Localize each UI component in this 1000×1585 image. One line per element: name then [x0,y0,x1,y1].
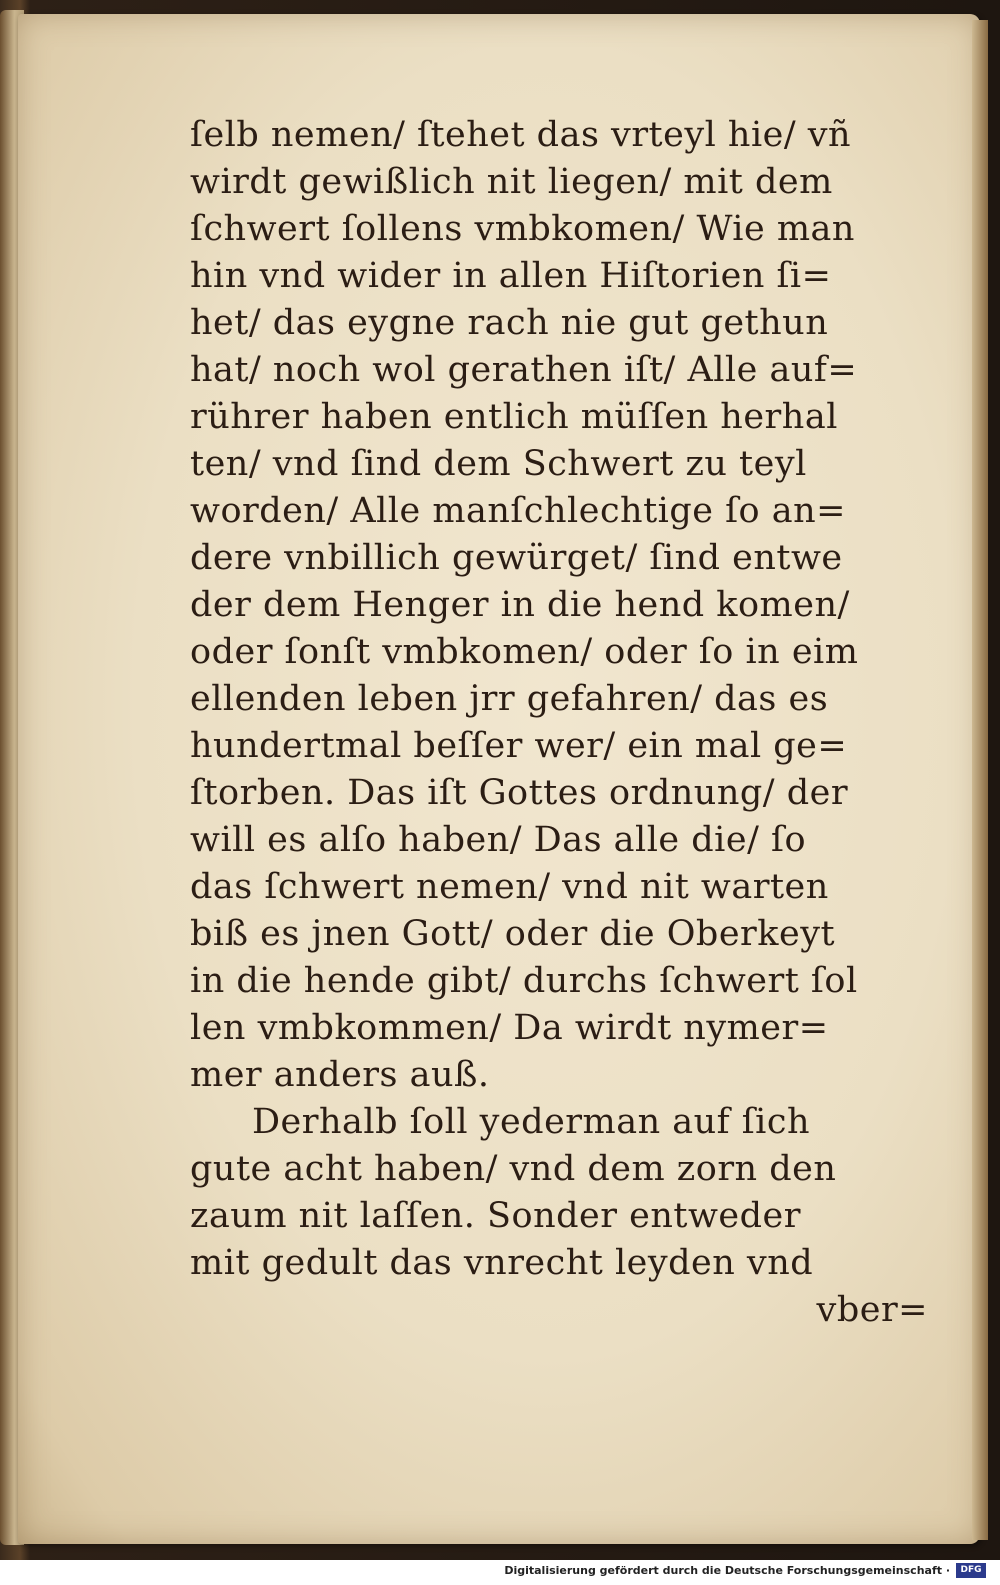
text-line: ſtorben. Das iſt Gottes ordnung/ der [190,773,849,813]
text-line: mer anders auß. [190,1055,490,1095]
text-line: gute acht haben/ vnd dem zorn den [190,1149,837,1189]
page-edge-right [972,20,988,1540]
digitization-credit: Digitalisierung gefördert durch die Deutsche Forschungsgemeinschaft · [504,1564,950,1577]
catchword: vber= [816,1290,928,1330]
text-line: hin vnd wider in allen Hiſtorien ſi= [190,256,832,296]
text-line: wirdt gewißlich nit liegen/ mit dem [190,162,833,202]
text-line: dere vnbillich gewürget/ ſind entwe [190,538,843,578]
text-line: ellenden leben jrr gefahren/ das es [190,679,829,719]
paragraph-start-line: Derhalb ſoll yederman auf ſich [252,1102,811,1142]
text-line: der dem Henger in die hend komen/ [190,585,850,625]
text-line: will es alſo haben/ Das alle die/ ſo [190,820,807,860]
text-line: hundertmal beſſer wer/ ein mal ge= [190,726,848,766]
text-line: zaum nit laſſen. Sonder entweder [190,1196,801,1236]
text-line: ſelb nemen/ ſtehet das vrteyl hie/ vñ [190,115,852,155]
text-line: hat/ noch wol gerathen iſt/ Alle auf= [190,350,858,390]
dfg-logo-icon: DFG [956,1563,986,1578]
text-line: ſchwert ſollens vmbkomen/ Wie man [190,209,855,249]
text-line: biß es jnen Gott/ oder die Oberkeyt [190,914,836,954]
text-line: het/ das eygne rach nie gut gethun [190,303,829,343]
text-line: oder ſonſt vmbkomen/ oder ſo in eim [190,632,859,672]
text-line: rührer haben entlich müſſen herhal [190,397,838,437]
text-line: mit gedult das vnrecht leyden vnd [190,1243,814,1283]
text-line: ten/ vnd ſind dem Schwert zu teyl [190,444,807,484]
text-line: in die hende gibt/ durchs ſchwert ſol [190,961,858,1001]
text-line: das ſchwert nemen/ vnd nit warten [190,867,829,907]
page-text-block [190,112,940,1334]
text-line: len vmbkommen/ Da wirdt nymer= [190,1008,829,1048]
text-line: worden/ Alle manſchlechtige ſo an= [190,491,846,531]
